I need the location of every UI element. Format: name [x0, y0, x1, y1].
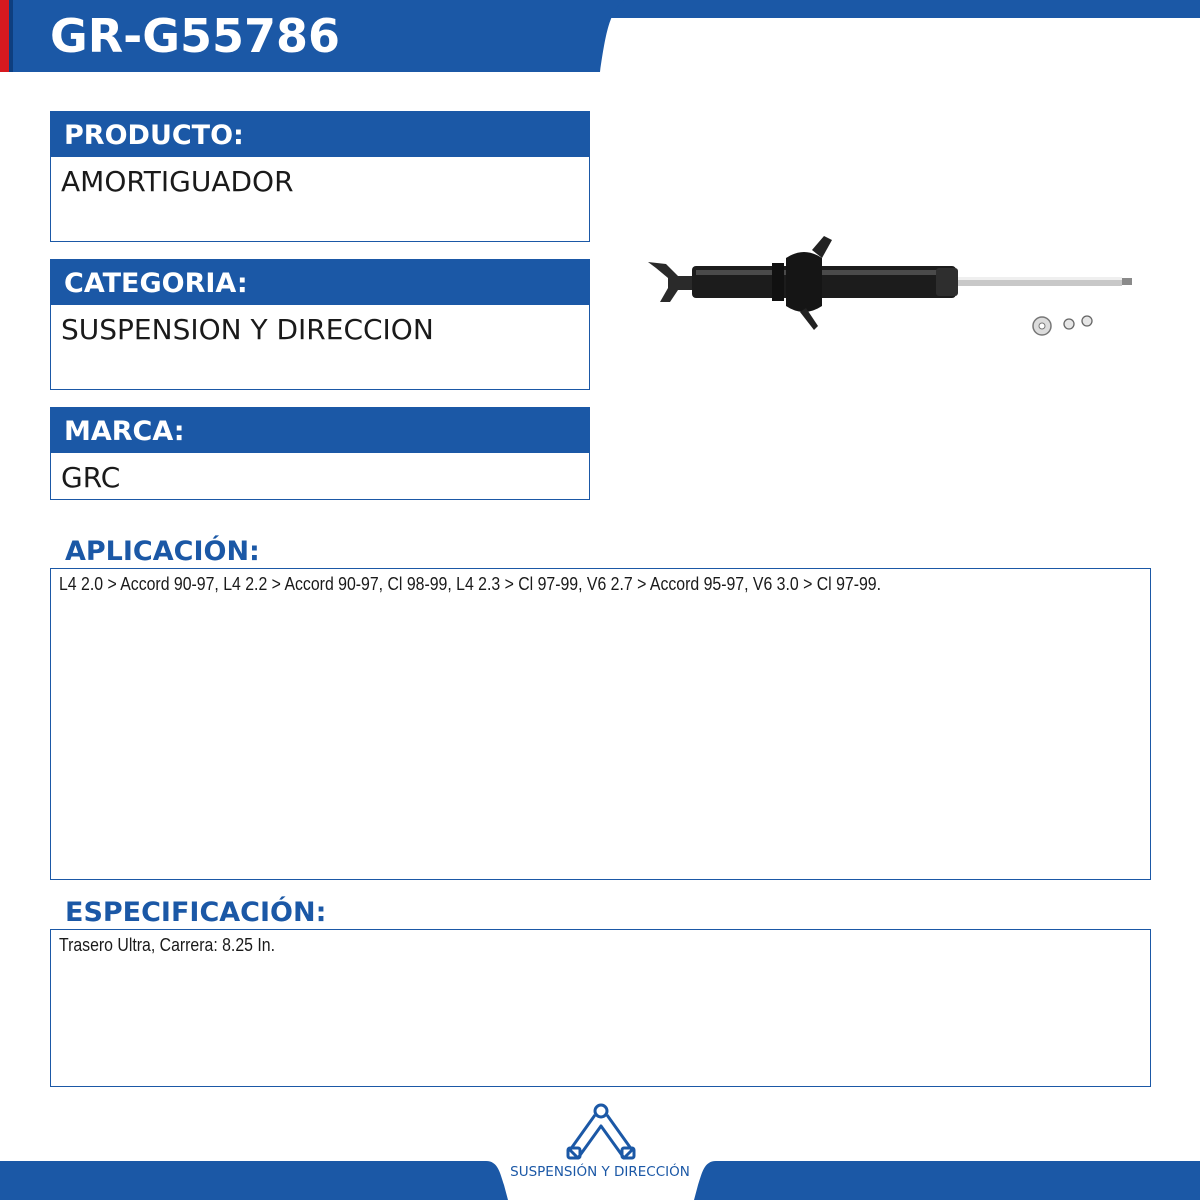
producto-label: PRODUCTO: [51, 112, 589, 157]
categoria-label: CATEGORIA: [51, 260, 589, 305]
shock-absorber-image [636, 228, 1140, 354]
especificacion-text: Trasero Ultra, Carrera: 8.25 In. [59, 935, 275, 955]
control-arm-icon [566, 1102, 636, 1162]
aplicacion-box [50, 568, 1151, 880]
marca-value: GRC [61, 461, 121, 494]
producto-box [50, 111, 590, 242]
marca-label: MARCA: [51, 408, 589, 453]
aplicacion-label: APLICACIÓN: [65, 536, 260, 567]
aplicacion-text: L4 2.0 > Accord 90-97, L4 2.2 > Accord 90-97, Cl 98-99, L4 2.3 > Cl 97-99, V6 2.7 > Accord 95-97, V6 3.0 > Cl 97-99. [59, 574, 882, 594]
especificacion-label: ESPECIFICACIÓN: [65, 897, 327, 928]
producto-value: AMORTIGUADOR [61, 165, 294, 198]
red-accent-strip [0, 0, 9, 72]
part-number-title: GR-G55786 [50, 9, 341, 63]
marca-box [50, 407, 590, 500]
especificacion-box [50, 929, 1151, 1087]
categoria-box [50, 259, 590, 390]
footer-category-label: SUSPENSIÓN Y DIRECCIÓN [510, 1164, 690, 1180]
categoria-value: SUSPENSION Y DIRECCION [61, 313, 434, 346]
